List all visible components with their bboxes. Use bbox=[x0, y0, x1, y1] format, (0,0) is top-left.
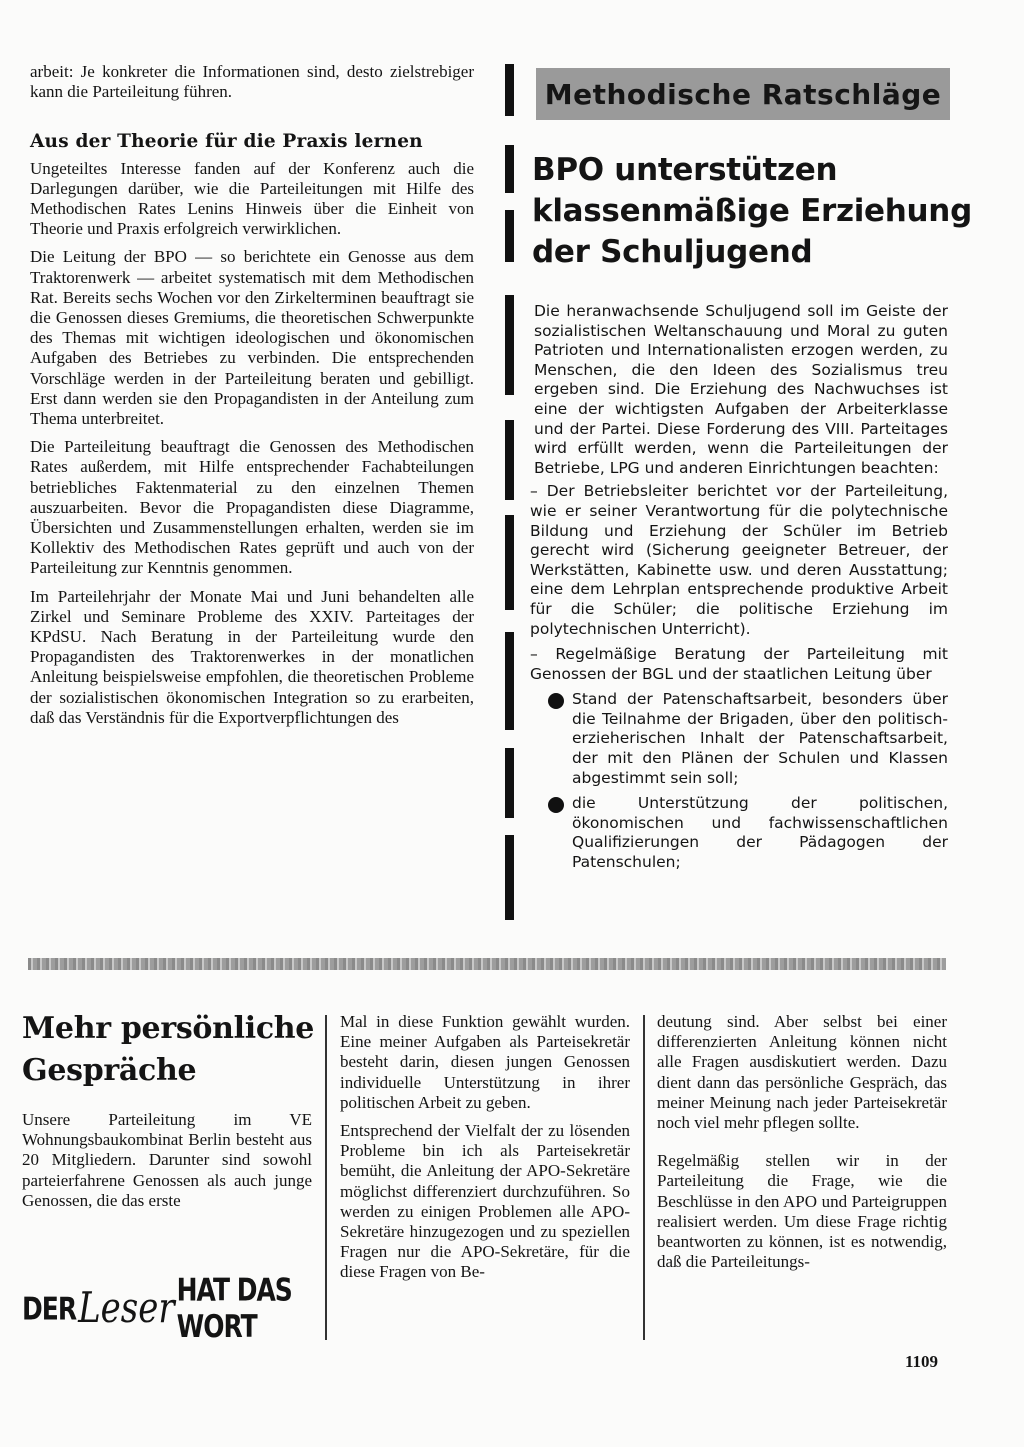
letter-title bbox=[22, 1008, 322, 1092]
intro-paragraph: Die heranwachsende Schuljugend soll im Geiste der sozialistischen Weltanschauung und Moral zu guten Patrioten und Internationalisten erzogen werden, zu Menschen, die den Ideen des Sozialismus treu ergeben sind. Die Erziehung des Nachwuchses ist eine der wichtigsten Aufgaben der Arbeiterklasse und der Partei. Diese Forderung des VIII. Parteitages wird erfüllt werden, wenn die Parteileitungen der Betriebe, LPG und anderen Einrichtungen beachten: bbox=[534, 302, 948, 477]
vertical-bar bbox=[505, 632, 514, 730]
paragraph: Unsere Parteileitung im VE Wohnungsbaukombinat Berlin besteht aus 20 Mitgliedern. Darunter sind sowohl parteierfahrene Genossen als auch junge Genossen, die das erste bbox=[22, 1110, 312, 1210]
title-line: klassenmäßige Erziehung bbox=[532, 193, 972, 229]
vertical-bar bbox=[505, 748, 514, 818]
bullet-dot-icon bbox=[548, 797, 564, 813]
bottom-column-1 bbox=[22, 1110, 312, 1219]
title-line: BPO unterstützen bbox=[532, 152, 838, 188]
section-subheading: Aus der Theorie für die Praxis lernen bbox=[30, 131, 423, 153]
title-line: der Schuljugend bbox=[532, 234, 813, 270]
title-line: Mehr persönliche bbox=[22, 1011, 315, 1046]
bottom-column-3 bbox=[657, 1012, 947, 1280]
reader-rubric bbox=[22, 1271, 307, 1345]
paragraph: Entsprechend der Vielfalt der zu lösenden Probleme bin ich als Parteisekretär bemüht, die Anleitung der APO-Sekretäre möglichst differenziert durchzuführen. So werden zu einigen Problemen alle APO-Sekretäre hinzugezogen und zu speziellen Fragen nur die APO-Sekretäre, für die diese Fragen von Be- bbox=[340, 1121, 630, 1282]
paragraph: Regelmäßig stellen wir in der Parteileitung die Frage, wie die Beschlüsse in den APO und Parteigruppen realisiert werden. Um diese Frage richtig beantworten zu können, ist es notwendig, daß die Parteileitungs- bbox=[657, 1151, 947, 1272]
bullet-text: Stand der Patenschaftsarbeit, besonders über die Teilnahme der Brigaden, über den politisch-erzieherischen Inhalt der Patenschaftsarbeit, der mit den Plänen der Schulen und Klassen abgestimmt sein soll; bbox=[572, 690, 948, 787]
vertical-bar bbox=[505, 295, 514, 395]
rubric-right: HAT DAS WORT bbox=[176, 1271, 292, 1345]
dash-item: – Regelmäßige Beratung der Parteileitung mit Genossen der BGL und der staatlichen Leitung über bbox=[530, 645, 948, 683]
dash-item: – Der Betriebsleiter berichtet vor der Parteileitung, wie er seiner Verantwortung für die polytechnische Bildung und Erziehung der Schüler im Betrieb gerecht wird (Sicherung geeigneter Betreuer, der Werkstätten, Kabinette usw. und deren Ausstattung; eine dem Lehrplan entsprechende produktive Arbeit für die Schüler; die politische Erziehung im polytechnischen Unterricht). bbox=[530, 482, 948, 638]
paragraph: Ungeteiltes Interesse fanden auf der Konferenz auch die Darlegungen darüber, wie die Parteileitungen mit Hilfe des Methodischen Rates Lenins Hinweis über die Einheit von Theorie und Praxis erfolgreich verwirklichen. bbox=[30, 158, 474, 239]
top-right-column bbox=[530, 302, 948, 879]
vertical-bar bbox=[505, 64, 514, 116]
bullet-item bbox=[548, 690, 948, 788]
bottom-column-2 bbox=[340, 1012, 630, 1291]
rubric-script: Leser bbox=[78, 1283, 175, 1333]
bullet-text: die Unterstützung der politischen, ökonomischen und fachwissenschaftlichen Qualifizierungen der Pädagogen der Patenschulen; bbox=[572, 794, 948, 872]
paragraph: Die Leitung der BPO — so berichtete ein Genosse aus dem Traktorenwerk — arbeitet systematisch mit dem Methodischen Rat. Bereits sechs Wochen vor den Zirkelterminen beauftragt sie die Genossen dieses Gremiums, die theoretischen Schwerpunkte des Themas mit wichtigen ideologischen und ökonomischen Aufgaben des Betriebes zu verbinden. Die entsprechenden Vorschläge werden in der Parteileitung beraten und gebilligt. Erst dann werden sie den Propagandisten in der Anteilung zum Thema unterbreitet. bbox=[30, 247, 474, 429]
paragraph: Mal in diese Funktion gewählt wurden. Eine meiner Aufgaben als Parteisekretär besteht darin, diesen jungen Genossen individuelle Unterstützung in ihrer politischen Arbeit zu geben. bbox=[340, 1012, 630, 1112]
top-left-column bbox=[30, 62, 474, 736]
bullet-item bbox=[548, 794, 948, 872]
continuation-paragraph: arbeit: Je konkreter die Informationen sind, desto zielstrebiger kann die Parteileitung führen. bbox=[30, 62, 474, 102]
paragraph: deutung sind. Aber selbst bei einer differenzierten Anleitung können nicht alle Fragen ausdiskutiert werden. Dazu dient dann das persönliche Gespräch, das meiner Meinung nach jeder Parteisekretär noch viel mehr pflegen sollte. bbox=[657, 1012, 947, 1133]
page-number: 1109 bbox=[905, 1352, 939, 1371]
vertical-bar bbox=[505, 210, 514, 262]
vertical-bar bbox=[505, 515, 514, 610]
vertical-bar bbox=[505, 420, 514, 500]
section-divider bbox=[28, 958, 946, 970]
paragraph: Im Parteilehrjahr der Monate Mai und Juni behandelten alle Zirkel und Seminare Probleme des XXIV. Parteitages der KPdSU. Nach Beratung in der Parteileitung wurde den Propagandisten des Traktorenwerkes in der monatlichen Anleitung beispielsweise empfohlen, die theoretischen Probleme der sozialistischen ökonomischen Integration so zu erarbeiten, daß das Verständnis für die Exportverpflichtungen des bbox=[30, 586, 474, 727]
column-rule bbox=[325, 1015, 327, 1340]
title-line: Gespräche bbox=[22, 1053, 197, 1088]
article-title bbox=[532, 150, 972, 273]
rubric-left: DER bbox=[22, 1289, 77, 1327]
bullet-dot-icon bbox=[548, 693, 564, 709]
vertical-bar bbox=[505, 835, 514, 920]
vertical-bar bbox=[505, 145, 514, 193]
paragraph: Die Parteileitung beauftragt die Genossen des Methodischen Rates außerdem, mit Hilfe entsprechender Fachabteilungen betriebliches Faktenmaterial zu den einzelnen Themen auszuarbeiten. Bevor die Propagandisten diese Diagramme, Übersichten und Zusammenstellungen erhalten, werden sie im Kollektiv des Methodischen Rates geprüft und auch von der Parteileitung zur Kenntnis genommen. bbox=[30, 437, 474, 578]
column-rule bbox=[643, 1015, 645, 1340]
section-banner: Methodische Ratschläge bbox=[536, 68, 950, 120]
